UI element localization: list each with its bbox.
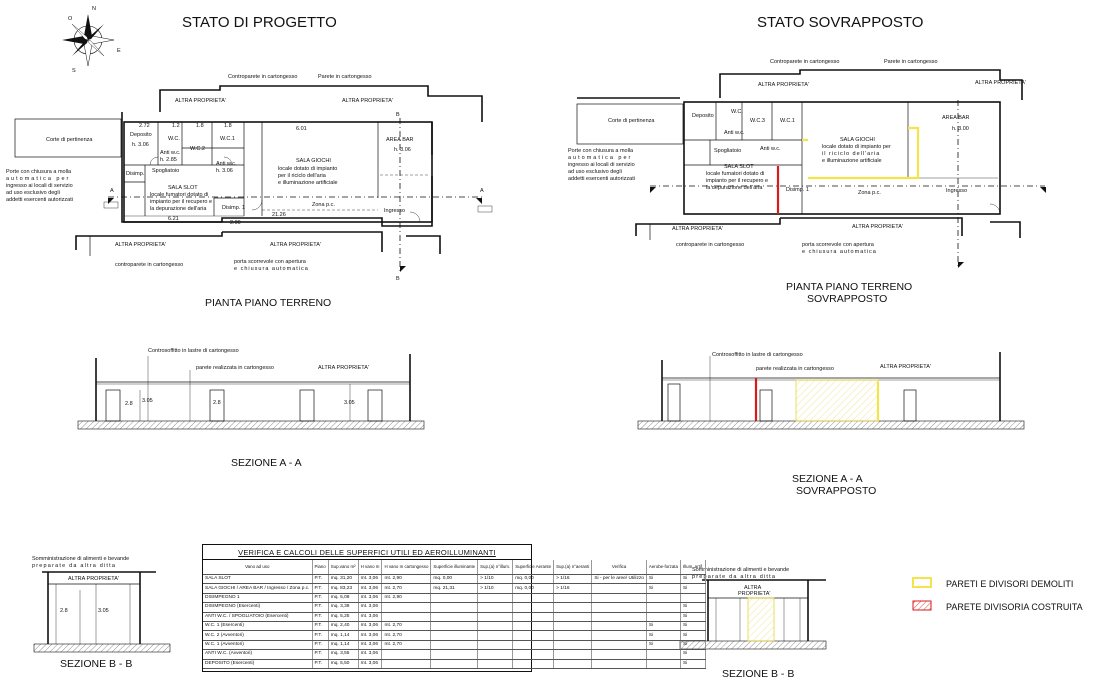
table-cell xyxy=(478,659,513,668)
table-row xyxy=(203,650,706,659)
room-sala-giochi-desc-1: locale dotato di impianto xyxy=(278,166,338,172)
room-area-bar: AREA BAR xyxy=(386,137,414,143)
sec-a-controsoffitto: Controsoffitto in lastre di cartongesso xyxy=(148,348,239,354)
table-cell: Si xyxy=(646,640,680,649)
r-label-controparete-top: Controparete in cartongesso xyxy=(770,59,840,65)
table-cell: Si xyxy=(680,603,705,612)
table-cell: mt. 2,70 xyxy=(382,631,431,640)
room-zona: Zona p.c. xyxy=(312,202,335,208)
caption-pianta-progetto: PIANTA PIANO TERRENO xyxy=(205,297,332,309)
table-header-cell: H vano m cartongesso xyxy=(382,560,431,575)
r-room-antiwc: Anti w.c. xyxy=(724,130,745,136)
compass-o-label: O xyxy=(68,16,73,22)
label-controparete-top: Controparete in cartongesso xyxy=(228,74,298,80)
table-row xyxy=(203,612,706,621)
legend-swatch-built xyxy=(913,601,931,610)
sec-a-dim-1: 2.8 xyxy=(125,401,133,407)
room-disimpegno1: Disimp. 1 xyxy=(222,205,245,211)
table-cell xyxy=(554,659,592,668)
plan-progetto xyxy=(6,74,492,282)
table-cell: mq. 0,00 xyxy=(431,575,478,584)
table-header-cell: Verifica xyxy=(592,560,647,575)
table-cell: mt. 3,06 xyxy=(358,659,382,668)
table-cell: Si xyxy=(646,584,680,593)
caption-sezione-aa-sovr-2: SOVRAPPOSTO xyxy=(796,485,877,497)
table-header-cell: Sup.(a) n°aeranti xyxy=(554,560,592,575)
table-cell xyxy=(513,603,554,612)
table-cell xyxy=(478,593,513,602)
section-aa-progetto xyxy=(78,348,424,429)
r-room-wc3: W.C.3 xyxy=(750,118,765,124)
table-cell: W.C. 1 (Esercenti) xyxy=(203,621,312,630)
table-cell xyxy=(554,631,592,640)
table-cell: P.T. xyxy=(312,631,328,640)
r-note-porte-1: Porte con chiusura a molla xyxy=(568,148,634,154)
table-cell xyxy=(431,593,478,602)
plan-sovrapposto xyxy=(568,59,1046,268)
table-header-cell: Superficie illuminante xyxy=(431,560,478,575)
table-cell: Si xyxy=(680,584,705,593)
table-header-cell: H vano m xyxy=(358,560,382,575)
table-cell xyxy=(554,650,592,659)
table-cell: mq. 5,50 xyxy=(328,659,358,668)
r-note-porte-2: automatica per xyxy=(568,155,633,161)
note-porte-1: Porte con chiusura a molla xyxy=(6,169,72,175)
room-antiwc1-h: h. 2.85 xyxy=(160,157,177,163)
table-cell xyxy=(431,650,478,659)
label-corte: Corte di pertinenza xyxy=(46,137,93,143)
compass-n-label: N xyxy=(92,6,96,12)
table-row xyxy=(203,621,706,630)
title-stato-progetto: STATO DI PROGETTO xyxy=(182,14,337,31)
table-cell: P.T. xyxy=(312,621,328,630)
table-cell: > 1/10 xyxy=(478,584,513,593)
table-cell: mq. 1,14 xyxy=(328,631,358,640)
table-cell xyxy=(513,593,554,602)
sec-br-note-1: Somministrazione di alimenti e bevande xyxy=(692,567,790,573)
table-row xyxy=(203,631,706,640)
table-cell xyxy=(431,631,478,640)
table-cell: Si - per le aree/ Utilizzo xyxy=(592,575,647,584)
r-note-porte-3: ingresso ai locali di servizio xyxy=(568,162,635,168)
room-spogliatoio: Spogliatoio xyxy=(152,168,180,174)
marker-b-top: B xyxy=(396,112,400,118)
room-antiwc2: Anti w.c. xyxy=(216,161,237,167)
table-cell: DISIMPEGNO 1 xyxy=(203,593,312,602)
dim-4: 1.8 xyxy=(224,123,232,129)
table-cell xyxy=(646,650,680,659)
note-porte-2: automatica per xyxy=(6,176,71,182)
dim-3: 1.8 xyxy=(196,123,204,129)
label-altra-top-right: ALTRA PROPRIETA' xyxy=(342,98,393,104)
r-label-altra-top-left: ALTRA PROPRIETA' xyxy=(758,82,809,88)
legend-label-demolished: PARETI E DIVISORI DEMOLITI xyxy=(946,579,1074,589)
r-label-controparete-bottom: controparete in cartongesso xyxy=(676,242,745,248)
table-cell: mq. 3,55 xyxy=(328,650,358,659)
table-cell: mq. 3,38 xyxy=(328,603,358,612)
room-area-bar-h: h. 3.06 xyxy=(394,147,411,153)
caption-sezione-bb: SEZIONE B - B xyxy=(60,658,133,670)
table-cell: P.T. xyxy=(312,640,328,649)
table-cell xyxy=(680,593,705,602)
note-porte-3: ingresso ai locali di servizio xyxy=(6,183,73,189)
r-room-sala-slot-desc-3: la depurazione dell'aria xyxy=(706,185,763,191)
table-row xyxy=(203,640,706,649)
table-cell: mt. 2,70 xyxy=(382,640,431,649)
sec-ar-controsoffitto: Controsoffitto in lastre di cartongesso xyxy=(712,352,803,358)
table-header-cell: Superficie Aerante xyxy=(513,560,554,575)
table-cell xyxy=(592,621,647,630)
table-cell: mt. 3,06 xyxy=(358,650,382,659)
sec-b-dim-2: 3.05 xyxy=(98,608,109,614)
table-cell: P.T. xyxy=(312,612,328,621)
table-cell xyxy=(431,603,478,612)
r-note-porte-5: addetti esercenti autorizzati xyxy=(568,176,635,182)
table-cell xyxy=(478,640,513,649)
table-cell: > 1/10 xyxy=(478,575,513,584)
table-cell xyxy=(513,659,554,668)
table-cell: P.T. xyxy=(312,603,328,612)
table-cell: mt. 3,06 xyxy=(358,584,382,593)
dim-2: 1.2 xyxy=(172,123,180,129)
sec-a-altra: ALTRA PROPRIETA' xyxy=(318,365,369,371)
table-cell xyxy=(431,659,478,668)
table-cell xyxy=(478,612,513,621)
r-room-sala-slot: SALA SLOT xyxy=(724,164,754,170)
table-cell: > 1/16 xyxy=(554,575,592,584)
room-sala-slot-desc-3: la depurazione dell'aria xyxy=(150,206,207,212)
table-cell: mq. 5,25 xyxy=(328,612,358,621)
table-cell: Si xyxy=(680,575,705,584)
room-wc1: W.C.1 xyxy=(220,136,235,142)
note-porta-2: e chiusura automatica xyxy=(234,266,309,272)
table-row xyxy=(203,584,706,593)
room-disimpegno: Disimp. xyxy=(126,171,145,177)
table-cell: mt. 3,06 xyxy=(358,631,382,640)
r-note-porte-4: ad uso esclusivo degli xyxy=(568,169,622,175)
r-room-spogliatoio: Spogliatoio xyxy=(714,148,742,154)
r-label-altra-top-right: ALTRA PROPRIETA' xyxy=(975,80,1026,86)
sec-br-altra-2: PROPRIETA' xyxy=(738,591,771,597)
room-sala-giochi-desc-2: per il riciclo dell'aria xyxy=(278,173,326,179)
table-cell xyxy=(554,593,592,602)
table-cell: Si xyxy=(680,640,705,649)
table-cell: mt. 2,70 xyxy=(382,584,431,593)
table-cell: mq. 1,14 xyxy=(328,640,358,649)
table-cell xyxy=(646,659,680,668)
table-cell xyxy=(382,650,431,659)
r-room-wc1: W.C.1 xyxy=(780,118,795,124)
table-cell xyxy=(646,603,680,612)
r-label-altra-bottom-right: ALTRA PROPRIETA' xyxy=(852,224,903,230)
table-cell: mt. 3,06 xyxy=(358,640,382,649)
table-cell xyxy=(554,603,592,612)
r-room-sala-giochi-desc-2: il riciclo dell'aria xyxy=(822,151,881,157)
table-cell: Si xyxy=(680,621,705,630)
r-room-ingresso: Ingresso xyxy=(946,188,968,194)
sec-a-dim-2: 3.05 xyxy=(142,398,153,404)
table-cell xyxy=(431,640,478,649)
table-cell xyxy=(513,631,554,640)
r-room-area-bar: AREA BAR xyxy=(942,115,970,121)
sec-ar-altra: ALTRA PROPRIETA' xyxy=(880,364,931,370)
room-sala-giochi: SALA GIOCHI xyxy=(296,158,331,164)
table-cell xyxy=(513,612,554,621)
r-room-wc: W.C. xyxy=(731,109,743,115)
table-cell: DEPOSITO (Esercenti) xyxy=(203,659,312,668)
table-cell xyxy=(592,650,647,659)
r-room-sala-giochi-desc-3: e illuminazione artificiale xyxy=(822,158,882,164)
caption-sezione-aa-sovr-1: SEZIONE A - A xyxy=(792,473,863,485)
table-header-cell: Sup.(a) n°illum. xyxy=(478,560,513,575)
table-cell xyxy=(592,631,647,640)
verifica-table-title: VERIFICA E CALCOLI DELLE SUPERFICI UTILI ED AEROILLUMINANTI xyxy=(203,545,531,560)
table-header-row xyxy=(203,560,706,575)
table-cell xyxy=(592,584,647,593)
sec-b-note-2: preparate da altra ditta xyxy=(32,563,117,569)
sec-ar-parete: parete realizzata in cartongesso xyxy=(756,366,834,372)
table-cell xyxy=(478,603,513,612)
label-altra-top-left: ALTRA PROPRIETA' xyxy=(175,98,226,104)
table-cell xyxy=(431,621,478,630)
table-cell: ANTI W.C. (Avventori) xyxy=(203,650,312,659)
room-sala-slot-desc-1: locale fumatori dotato di xyxy=(150,192,209,198)
room-sala-giochi-desc-3: e illuminazione artificiale xyxy=(278,180,338,186)
table-cell xyxy=(513,621,554,630)
sec-b-note-1: Somministrazione di alimenti e bevande xyxy=(32,556,130,562)
compass-rose-icon xyxy=(62,6,121,74)
table-cell: mt. 3,06 xyxy=(358,593,382,602)
marker-a-right: A xyxy=(480,188,484,194)
table-cell xyxy=(382,612,431,621)
table-cell: mt. 2,90 xyxy=(382,575,431,584)
table-cell: mt. 3,06 xyxy=(358,621,382,630)
table-cell xyxy=(646,612,680,621)
r-room-zona: Zona p.c. xyxy=(858,190,881,196)
table-cell xyxy=(592,603,647,612)
table-cell xyxy=(554,621,592,630)
r-note-porta-2: e chiusura automatica xyxy=(802,249,877,255)
table-cell xyxy=(382,659,431,668)
label-controparete-bottom: controparete in cartongesso xyxy=(115,262,184,268)
room-deposito: Deposito xyxy=(130,132,152,138)
marker-a-left: A xyxy=(110,188,114,194)
table-cell: SALA GIOCHI / AREA BAR / Ingresso / Zona p.c. xyxy=(203,584,312,593)
table-header-cell: Vano ad uso xyxy=(203,560,312,575)
table-cell xyxy=(382,603,431,612)
table-cell: mq. 0,00 xyxy=(513,575,554,584)
sec-b-dim-1: 2.8 xyxy=(60,608,68,614)
room-wc: W.C. xyxy=(168,136,180,142)
r-room-area-bar-h: h. 3.00 xyxy=(952,126,969,132)
r-room-sala-giochi: SALA GIOCHI xyxy=(840,137,875,143)
label-altra-bottom-left: ALTRA PROPRIETA' xyxy=(115,242,166,248)
table-cell: P.T. xyxy=(312,650,328,659)
note-porte-5: addetti esercenti autorizzati xyxy=(6,197,73,203)
caption-sezione-aa: SEZIONE A - A xyxy=(231,457,302,469)
table-cell xyxy=(592,659,647,668)
r-note-porta-1: porta scorrevole con apertura xyxy=(802,242,874,248)
table-cell xyxy=(478,631,513,640)
table-cell: ANTI W.C. / SPOGLIATOIO (Esercenti) xyxy=(203,612,312,621)
table-cell: Si xyxy=(680,612,705,621)
table-cell: mt. 3,06 xyxy=(358,603,382,612)
verifica-table-grid xyxy=(203,560,706,669)
legend-label-built: PARETE DIVISORIA COSTRUITA xyxy=(946,602,1083,612)
dim-8: 21.26 xyxy=(272,212,286,218)
table-cell: Si xyxy=(646,575,680,584)
sec-br-note-2: preparate da altra ditta xyxy=(692,574,777,580)
r-label-corte: Corte di pertinenza xyxy=(608,118,655,124)
section-aa-sovrapposto xyxy=(638,352,1024,429)
compass-e-label: E xyxy=(117,48,121,54)
table-cell: W.C. 2 (Avventori) xyxy=(203,631,312,640)
note-porta-1: porta scorrevole con apertura xyxy=(234,259,306,265)
r-label-parete-top: Parete in cartongesso xyxy=(884,59,938,65)
table-header-cell: Aerobe-forzata xyxy=(646,560,680,575)
title-stato-sovrapposto: STATO SOVRAPPOSTO xyxy=(757,14,924,31)
r-room-disimpegno1: Disimp. 1 xyxy=(786,187,809,193)
table-cell: mq. 31,20 xyxy=(328,575,358,584)
table-header-cell: Piano xyxy=(312,560,328,575)
table-cell: mq. 0,00 xyxy=(513,584,554,593)
table-cell xyxy=(513,640,554,649)
r-room-sala-slot-desc-1: locale fumatori dotato di xyxy=(706,171,765,177)
compass-s-label: S xyxy=(72,68,76,74)
caption-pianta-sovrapposto-2: SOVRAPPOSTO xyxy=(807,293,888,305)
note-porte-4: ad uso esclusivo degli xyxy=(6,190,60,196)
table-cell: Si xyxy=(680,650,705,659)
table-header-cell: Illum. artif. xyxy=(680,560,705,575)
table-cell xyxy=(478,621,513,630)
sec-a-parete: parete realizzata in cartongesso xyxy=(196,365,274,371)
r-room-antiwc2: Anti w.c. xyxy=(760,146,781,152)
table-cell xyxy=(646,593,680,602)
table-cell xyxy=(592,612,647,621)
table-cell: Si xyxy=(680,659,705,668)
table-cell: P.T. xyxy=(312,593,328,602)
sec-a-dim-3: 2.8 xyxy=(213,400,221,406)
room-sala-slot-desc-2: impianto per il recupero e xyxy=(150,199,213,205)
room-antiwc2-h: h. 3.06 xyxy=(216,168,233,174)
legend-swatch-demolished xyxy=(913,578,931,587)
caption-pianta-sovrapposto-1: PIANTA PIANO TERRENO xyxy=(786,281,913,293)
table-cell xyxy=(431,612,478,621)
table-cell: mt. 2,70 xyxy=(382,621,431,630)
sec-a-dim-4: 3.05 xyxy=(344,400,355,406)
table-cell xyxy=(554,640,592,649)
table-row xyxy=(203,659,706,668)
verifica-table xyxy=(202,544,704,672)
room-deposito-h: h. 3.06 xyxy=(132,142,149,148)
table-cell: mq. 83,23 xyxy=(328,584,358,593)
table-cell: W.C. 1 (Avventori) xyxy=(203,640,312,649)
table-cell xyxy=(554,612,592,621)
table-cell: mq. 5,08 xyxy=(328,593,358,602)
section-bb-progetto xyxy=(32,556,170,652)
label-altra-bottom-right: ALTRA PROPRIETA' xyxy=(270,242,321,248)
r-label-altra-bottom-left: ALTRA PROPRIETA' xyxy=(672,226,723,232)
dim-5: 6.01 xyxy=(296,126,307,132)
dim-1: 2.72 xyxy=(139,123,150,129)
dim-6: 2.00 xyxy=(230,220,241,226)
sec-b-altra: ALTRA PROPRIETA' xyxy=(68,576,119,582)
table-cell xyxy=(592,593,647,602)
table-cell: SALA SLOT xyxy=(203,575,312,584)
table-cell: mq. 2,40 xyxy=(328,621,358,630)
room-wc2: W.C.2 xyxy=(190,146,205,152)
legend xyxy=(913,578,1083,612)
sec-br-altra-1: ALTRA xyxy=(744,585,762,591)
table-header-cell: Sup.vano m² xyxy=(328,560,358,575)
r-room-deposito: Deposito xyxy=(692,113,714,119)
room-sala-slot: SALA SLOT xyxy=(168,185,198,191)
room-antiwc1: Anti w.c. xyxy=(160,150,181,156)
table-cell: > 1/16 xyxy=(554,584,592,593)
table-cell xyxy=(592,640,647,649)
dim-7: 6.21 xyxy=(168,216,179,222)
table-cell: mt. 2,90 xyxy=(382,593,431,602)
table-cell xyxy=(478,650,513,659)
table-cell: Si xyxy=(646,631,680,640)
room-ingresso: Ingresso xyxy=(384,208,406,214)
table-row xyxy=(203,603,706,612)
table-cell: Si xyxy=(680,631,705,640)
marker-b-bottom: B xyxy=(396,276,400,282)
table-cell: DISIMPEGNO (Esercenti) xyxy=(203,603,312,612)
r-room-sala-giochi-desc-1: locale dotato di impianto per xyxy=(822,144,891,150)
label-parete-top: Parete in cartongesso xyxy=(318,74,372,80)
table-cell: mt. 3,06 xyxy=(358,612,382,621)
table-row xyxy=(203,593,706,602)
table-cell: Si xyxy=(646,621,680,630)
caption-sezione-bb-sovr: SEZIONE B - B xyxy=(722,668,795,680)
table-cell: mt. 3,06 xyxy=(358,575,382,584)
table-cell: P.T. xyxy=(312,659,328,668)
table-cell xyxy=(513,650,554,659)
table-cell: P.T. xyxy=(312,575,328,584)
r-room-sala-slot-desc-2: impianto per il recupero e xyxy=(706,178,769,184)
table-cell: P.T. xyxy=(312,584,328,593)
table-row xyxy=(203,575,706,584)
table-cell: mq. 21,31 xyxy=(431,584,478,593)
